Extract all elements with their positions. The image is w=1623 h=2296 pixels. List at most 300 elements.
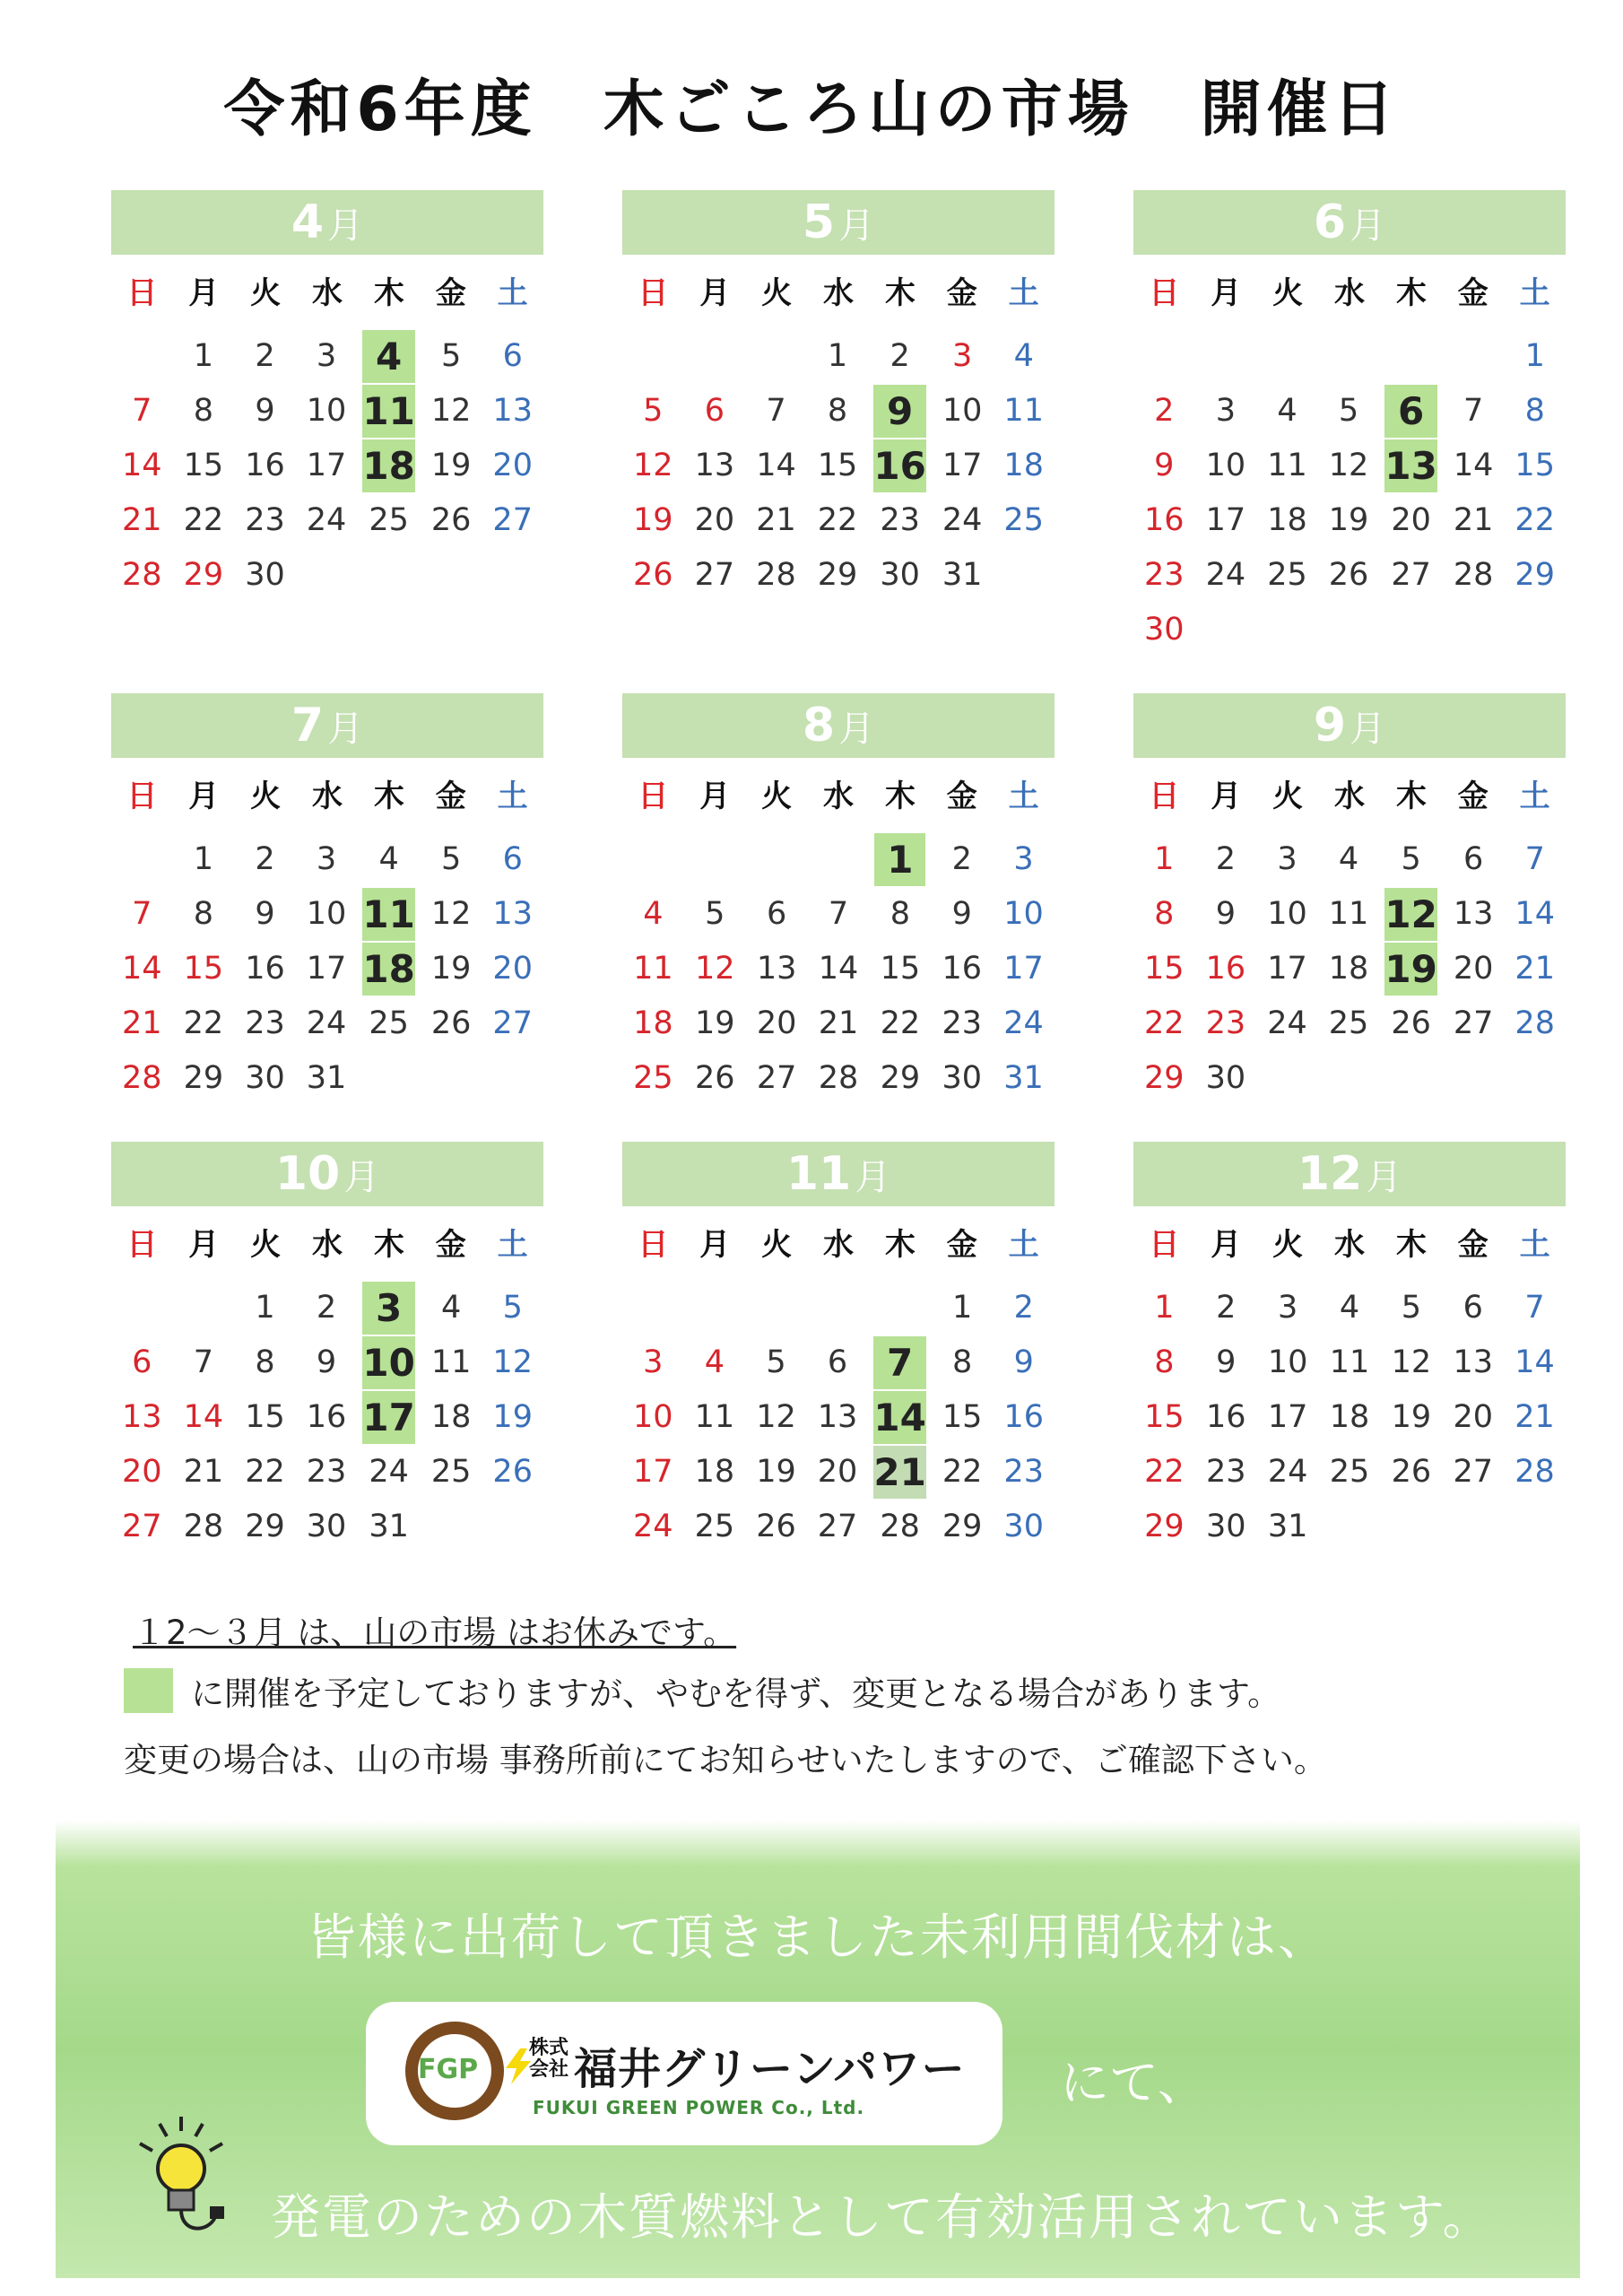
day-cell: 26 (756, 1509, 796, 1544)
day-cell: 20 (756, 1005, 797, 1041)
month-calendar (1133, 190, 1566, 657)
day-cell: 22 (1144, 1005, 1185, 1041)
weekday-label: 金 (435, 1227, 466, 1263)
day-cell: 12 (430, 896, 472, 932)
day-cell: 13 (122, 1399, 162, 1435)
day-cell: 17 (306, 951, 347, 987)
weekday-label: 金 (946, 1227, 977, 1263)
day-cell: 29 (880, 1060, 921, 1096)
day-cell: 2 (316, 1290, 337, 1326)
day-cell: 24 (1205, 557, 1246, 593)
day-cell: 4 (440, 1290, 462, 1326)
day-cell: 3 (1277, 841, 1298, 877)
empty-cell (746, 833, 808, 886)
month-number: 7 (291, 699, 325, 752)
day-cell: 9 (255, 896, 275, 932)
day-cell: 8 (1154, 896, 1175, 932)
day-cell: 18 (1003, 448, 1044, 483)
weekday-label: 水 (1333, 275, 1365, 311)
weekday-label: 日 (1149, 778, 1180, 814)
day-cell: 28 (880, 1509, 920, 1544)
day-cell: 2 (255, 338, 275, 374)
day-cell: 19 (492, 1399, 533, 1435)
day-cell: 11 (430, 1344, 472, 1380)
day-cell: 20 (817, 1454, 858, 1490)
day-cell: 4 (704, 1344, 725, 1380)
day-cell: 1 (193, 338, 214, 374)
market-day-cell: 11 (362, 385, 414, 438)
month-suffix: 月 (1350, 709, 1386, 750)
day-cell: 17 (1205, 502, 1246, 538)
day-cell: 15 (245, 1399, 285, 1435)
day-cell: 27 (817, 1509, 858, 1544)
day-cell: 10 (306, 896, 347, 932)
day-cell: 27 (122, 1509, 162, 1544)
day-cell: 19 (1328, 502, 1369, 538)
info-banner (56, 1821, 1580, 2278)
day-cell: 12 (492, 1344, 533, 1380)
day-cell: 7 (828, 896, 849, 932)
day-cell: 12 (430, 393, 472, 429)
day-cell: 24 (306, 502, 347, 538)
day-cell: 5 (1401, 1290, 1421, 1326)
day-cell: 2 (255, 841, 275, 877)
banner-nite: にて、 (1060, 2054, 1207, 2111)
day-cell: 12 (1391, 1344, 1432, 1380)
month-number: 8 (802, 699, 836, 752)
day-cell: 5 (440, 338, 462, 374)
day-cell: 4 (643, 896, 664, 932)
day-cell: 8 (1524, 393, 1545, 429)
day-cell: 23 (1003, 1454, 1044, 1490)
day-cell: 26 (1391, 1005, 1431, 1041)
banner-line-1: 皆様に出荷して頂きました未利用間伐材は、 (306, 1909, 1329, 1966)
day-cell: 13 (694, 448, 735, 483)
weekday-label: 木 (884, 778, 916, 814)
month-calendar (622, 190, 1055, 602)
weekday-label: 月 (1211, 275, 1242, 311)
day-cell: 30 (245, 557, 285, 593)
day-cell: 23 (1205, 1005, 1246, 1041)
empty-cell (111, 330, 173, 383)
weekday-label: 火 (250, 778, 282, 814)
empty-cell (111, 833, 173, 886)
day-cell: 31 (942, 557, 983, 593)
day-cell: 24 (306, 1005, 347, 1041)
month-header (1133, 190, 1566, 255)
legend-swatch (124, 1668, 173, 1713)
month-header (1133, 693, 1566, 758)
day-cell: 17 (306, 448, 347, 483)
day-cell: 30 (880, 557, 920, 593)
weekday-label: 月 (188, 275, 220, 311)
day-cell: 24 (633, 1509, 673, 1544)
weekday-label: 土 (497, 275, 528, 311)
month-number: 11 (785, 1147, 852, 1201)
market-day-cell: 12 (1384, 888, 1436, 941)
day-cell: 21 (1515, 1399, 1555, 1435)
closed-note: １2～３月 は、山の市場 はお休みです。 (133, 1613, 737, 1652)
empty-cell (1133, 330, 1195, 383)
weekday-label: 日 (638, 778, 669, 814)
day-cell: 20 (492, 448, 533, 483)
day-cell: 30 (1205, 1060, 1246, 1096)
weekday-label: 木 (373, 275, 404, 311)
day-cell: 7 (193, 1344, 214, 1380)
day-cell: 6 (827, 1344, 848, 1380)
weekday-label: 水 (822, 778, 854, 814)
day-cell: 28 (122, 557, 162, 593)
day-cell: 2 (951, 841, 972, 877)
day-cell: 1 (1154, 1290, 1175, 1326)
day-cell: 9 (1215, 896, 1237, 932)
day-cell: 29 (942, 1509, 983, 1544)
day-cell: 16 (1205, 951, 1246, 987)
day-cell: 2 (890, 338, 910, 374)
day-cell: 14 (122, 448, 162, 483)
day-cell: 30 (245, 1060, 285, 1096)
empty-cell (745, 330, 807, 383)
banner-line-3: 発電のための木質燃料として有効活用されています。 (271, 2188, 1494, 2246)
day-cell: 6 (502, 841, 523, 877)
day-cell: 25 (1267, 557, 1307, 593)
day-cell: 23 (245, 1005, 285, 1041)
day-cell: 7 (1524, 841, 1545, 877)
weekday-label: 日 (1149, 1227, 1180, 1263)
month-calendar (622, 1142, 1055, 1553)
day-cell: 3 (951, 338, 973, 374)
day-cell: 10 (633, 1399, 673, 1435)
month-header (622, 693, 1055, 758)
day-cell: 25 (694, 1509, 735, 1544)
day-cell: 26 (1328, 557, 1369, 593)
weekday-label: 火 (250, 1227, 282, 1263)
weekday-label: 月 (699, 1227, 731, 1263)
day-cell: 25 (369, 502, 409, 538)
weekday-label: 土 (1008, 778, 1039, 814)
day-cell: 13 (492, 393, 533, 429)
weekday-label: 木 (1395, 778, 1427, 814)
day-cell: 12 (756, 1399, 796, 1435)
weekday-label: 日 (126, 778, 158, 814)
market-day-cell: 19 (1384, 943, 1436, 996)
weekday-label: 金 (1457, 1227, 1488, 1263)
empty-cell (807, 1282, 869, 1335)
day-cell: 27 (492, 1005, 533, 1041)
empty-cell (173, 1282, 235, 1335)
empty-cell (1443, 330, 1505, 383)
day-cell: 5 (1338, 393, 1359, 429)
day-cell: 18 (1329, 1399, 1370, 1435)
day-cell: 10 (1267, 896, 1307, 932)
day-cell: 2 (1216, 1290, 1237, 1326)
empty-cell (684, 833, 746, 886)
day-cell: 24 (1267, 1005, 1307, 1041)
month-header (1133, 1142, 1566, 1206)
day-cell: 16 (942, 951, 982, 987)
day-cell: 30 (306, 1509, 347, 1544)
day-cell: 29 (245, 1509, 285, 1544)
day-cell: 7 (1462, 393, 1484, 429)
day-cell: 25 (1003, 502, 1044, 538)
weekday-label: 木 (1395, 1227, 1427, 1263)
day-cell: 11 (1329, 1344, 1370, 1380)
logo-english-name: FUKUI GREEN POWER Co., Ltd. (533, 2097, 865, 2118)
month-suffix: 月 (327, 709, 364, 750)
day-cell: 12 (633, 448, 673, 483)
day-cell: 22 (183, 502, 224, 538)
day-cell: 2 (1215, 841, 1237, 877)
day-cell: 17 (942, 448, 983, 483)
month-header (111, 1142, 543, 1206)
day-cell: 28 (183, 1509, 224, 1544)
weekday-label: 火 (761, 778, 793, 814)
day-cell: 22 (880, 1005, 921, 1041)
day-cell: 9 (1216, 1344, 1237, 1380)
weekday-label: 月 (699, 275, 731, 311)
weekday-label: 火 (1272, 275, 1304, 311)
day-cell: 14 (1515, 896, 1555, 932)
weekday-label: 日 (126, 1227, 158, 1263)
day-cell: 16 (1003, 1399, 1044, 1435)
empty-cell (1379, 330, 1442, 383)
market-day-cell: 6 (1384, 385, 1436, 438)
legend-text: に開催を予定しておりますが、やむを得ず、変更となる場合があります。 (191, 1674, 1281, 1713)
day-cell: 21 (122, 502, 162, 538)
day-cell: 11 (1328, 896, 1369, 932)
day-cell: 23 (1206, 1454, 1246, 1490)
change-note: 変更の場合は、山の市場 事務所前にてお知らせいたしますので、ご確認下さい。 (124, 1741, 1327, 1779)
weekday-label: 金 (435, 778, 466, 814)
weekday-label: 金 (1457, 275, 1488, 311)
day-cell: 3 (643, 1344, 664, 1380)
month-suffix: 月 (838, 205, 875, 247)
weekday-label: 土 (1008, 1227, 1039, 1263)
day-cell: 25 (430, 1454, 472, 1490)
day-cell: 25 (633, 1060, 673, 1096)
day-cell: 5 (766, 1344, 786, 1380)
day-cell: 17 (633, 1454, 673, 1490)
day-cell: 1 (193, 841, 214, 877)
market-day-cell: 18 (362, 439, 414, 492)
day-cell: 1 (1524, 338, 1545, 374)
weekday-label: 土 (497, 778, 528, 814)
day-cell: 15 (183, 951, 224, 987)
day-cell: 2 (1154, 393, 1175, 429)
day-cell: 8 (193, 393, 214, 429)
day-cell: 24 (369, 1454, 409, 1490)
day-cell: 25 (369, 1005, 409, 1041)
month-suffix: 月 (1350, 205, 1386, 247)
day-cell: 28 (818, 1060, 859, 1096)
market-day-cell: 9 (873, 385, 925, 438)
day-cell: 27 (694, 557, 735, 593)
month-header (622, 1142, 1055, 1206)
day-cell: 19 (1391, 1399, 1432, 1435)
day-cell: 16 (245, 448, 285, 483)
month-calendar (111, 693, 543, 1105)
day-cell: 13 (817, 1399, 858, 1435)
day-cell: 15 (880, 951, 921, 987)
day-cell: 27 (756, 1060, 797, 1096)
day-cell: 28 (756, 557, 796, 593)
day-cell: 3 (316, 841, 337, 877)
day-cell: 15 (942, 1399, 983, 1435)
legend-note (124, 1666, 1327, 1715)
market-day-cell: 14 (873, 1391, 925, 1444)
day-cell: 9 (1154, 448, 1175, 483)
day-cell: 14 (1515, 1344, 1555, 1380)
day-cell: 7 (1524, 1290, 1545, 1326)
weekday-label: 月 (188, 1227, 220, 1263)
day-cell: 20 (492, 951, 533, 987)
day-cell: 28 (122, 1060, 162, 1096)
day-cell: 1 (827, 338, 848, 374)
day-cell: 8 (951, 1344, 973, 1380)
day-cell: 16 (1206, 1399, 1246, 1435)
day-cell: 23 (245, 502, 285, 538)
day-cell: 8 (193, 896, 214, 932)
weekday-label: 月 (1211, 778, 1242, 814)
day-cell: 9 (316, 1344, 337, 1380)
month-calendar (1133, 1142, 1566, 1553)
weekday-label: 木 (1395, 275, 1427, 311)
month-suffix: 月 (855, 1157, 891, 1198)
month-number: 10 (274, 1147, 341, 1201)
month-number: 4 (291, 196, 325, 249)
weekday-label: 水 (822, 275, 854, 311)
day-cell: 30 (1206, 1509, 1246, 1544)
day-cell: 19 (430, 448, 472, 483)
day-cell: 11 (1003, 393, 1044, 429)
weekday-label: 水 (822, 1227, 854, 1263)
company-logo (366, 2002, 1002, 2145)
day-cell: 22 (245, 1454, 285, 1490)
market-day-cell: 3 (362, 1282, 414, 1335)
notes (124, 1605, 1327, 1781)
day-cell: 20 (1391, 502, 1431, 538)
month-number: 5 (802, 196, 836, 249)
day-cell: 14 (818, 951, 859, 987)
day-cell: 23 (880, 502, 920, 538)
day-cell: 16 (306, 1399, 347, 1435)
day-cell: 18 (1267, 502, 1307, 538)
weekday-label: 火 (761, 1227, 793, 1263)
day-cell: 1 (951, 1290, 973, 1326)
day-cell: 9 (1013, 1344, 1034, 1380)
day-cell: 18 (430, 1399, 472, 1435)
day-cell: 1 (255, 1290, 275, 1326)
logo-kabushiki-text: 株式 会社 (529, 2037, 569, 2081)
month-number: 6 (1313, 196, 1347, 249)
day-cell: 12 (695, 951, 735, 987)
month-suffix: 月 (343, 1157, 380, 1198)
day-cell: 21 (1453, 502, 1494, 538)
day-cell: 9 (255, 393, 275, 429)
day-cell: 29 (817, 557, 858, 593)
day-cell: 29 (183, 1060, 224, 1096)
weekday-label: 月 (1211, 1227, 1242, 1263)
weekday-label: 金 (946, 275, 977, 311)
day-cell: 20 (1453, 951, 1494, 987)
day-cell: 3 (316, 338, 337, 374)
day-cell: 31 (1267, 1509, 1308, 1544)
empty-cell (622, 330, 684, 383)
empty-cell (1256, 330, 1318, 383)
day-cell: 6 (1462, 1290, 1483, 1326)
day-cell: 15 (183, 448, 224, 483)
day-cell: 10 (942, 393, 983, 429)
month-calendar (111, 190, 543, 602)
day-cell: 31 (369, 1509, 409, 1544)
day-cell: 28 (1515, 1005, 1555, 1041)
market-day-cell: 11 (362, 888, 414, 941)
day-cell: 26 (633, 557, 673, 593)
weekday-label: 土 (497, 1227, 528, 1263)
weekday-label: 水 (311, 1227, 343, 1263)
day-cell: 23 (306, 1454, 347, 1490)
empty-cell (745, 1282, 807, 1335)
weekday-label: 火 (250, 275, 282, 311)
weekday-label: 火 (1272, 778, 1304, 814)
day-cell: 17 (1267, 1399, 1308, 1435)
weekday-label: 土 (1519, 275, 1550, 311)
day-cell: 16 (245, 951, 285, 987)
day-cell: 28 (1453, 557, 1494, 593)
day-cell: 17 (1267, 951, 1307, 987)
month-calendar (111, 1142, 543, 1553)
day-cell: 5 (440, 841, 462, 877)
month-number: 9 (1313, 699, 1347, 752)
weekday-label: 木 (884, 275, 916, 311)
day-cell: 18 (633, 1005, 673, 1041)
weekday-label: 土 (1519, 1227, 1550, 1263)
day-cell: 24 (942, 502, 983, 538)
day-cell: 1 (1154, 841, 1175, 877)
day-cell: 6 (502, 338, 523, 374)
day-cell: 5 (705, 896, 725, 932)
day-cell: 21 (756, 502, 796, 538)
market-day-cell: 21 (873, 1446, 925, 1499)
day-cell: 3 (1277, 1290, 1298, 1326)
day-cell: 30 (942, 1060, 982, 1096)
day-cell: 26 (430, 502, 472, 538)
day-cell: 16 (1144, 502, 1185, 538)
day-cell: 22 (942, 1454, 983, 1490)
day-cell: 4 (1338, 841, 1359, 877)
empty-cell (111, 1282, 173, 1335)
day-cell: 22 (183, 1005, 224, 1041)
day-cell: 8 (827, 393, 848, 429)
weekday-label: 木 (373, 778, 404, 814)
day-cell: 4 (1013, 338, 1034, 374)
market-day-cell: 17 (362, 1391, 414, 1444)
day-cell: 31 (1003, 1060, 1044, 1096)
day-cell: 14 (122, 951, 162, 987)
day-cell: 11 (694, 1399, 735, 1435)
day-cell: 12 (1328, 448, 1369, 483)
weekday-label: 水 (1333, 1227, 1365, 1263)
day-cell: 15 (817, 448, 858, 483)
day-cell: 22 (1515, 502, 1555, 538)
weekday-label: 金 (946, 778, 977, 814)
day-cell: 7 (132, 896, 152, 932)
day-cell: 4 (378, 841, 399, 877)
empty-cell (808, 833, 870, 886)
weekday-label: 日 (638, 275, 669, 311)
day-cell: 22 (817, 502, 858, 538)
day-cell: 24 (1267, 1454, 1308, 1490)
